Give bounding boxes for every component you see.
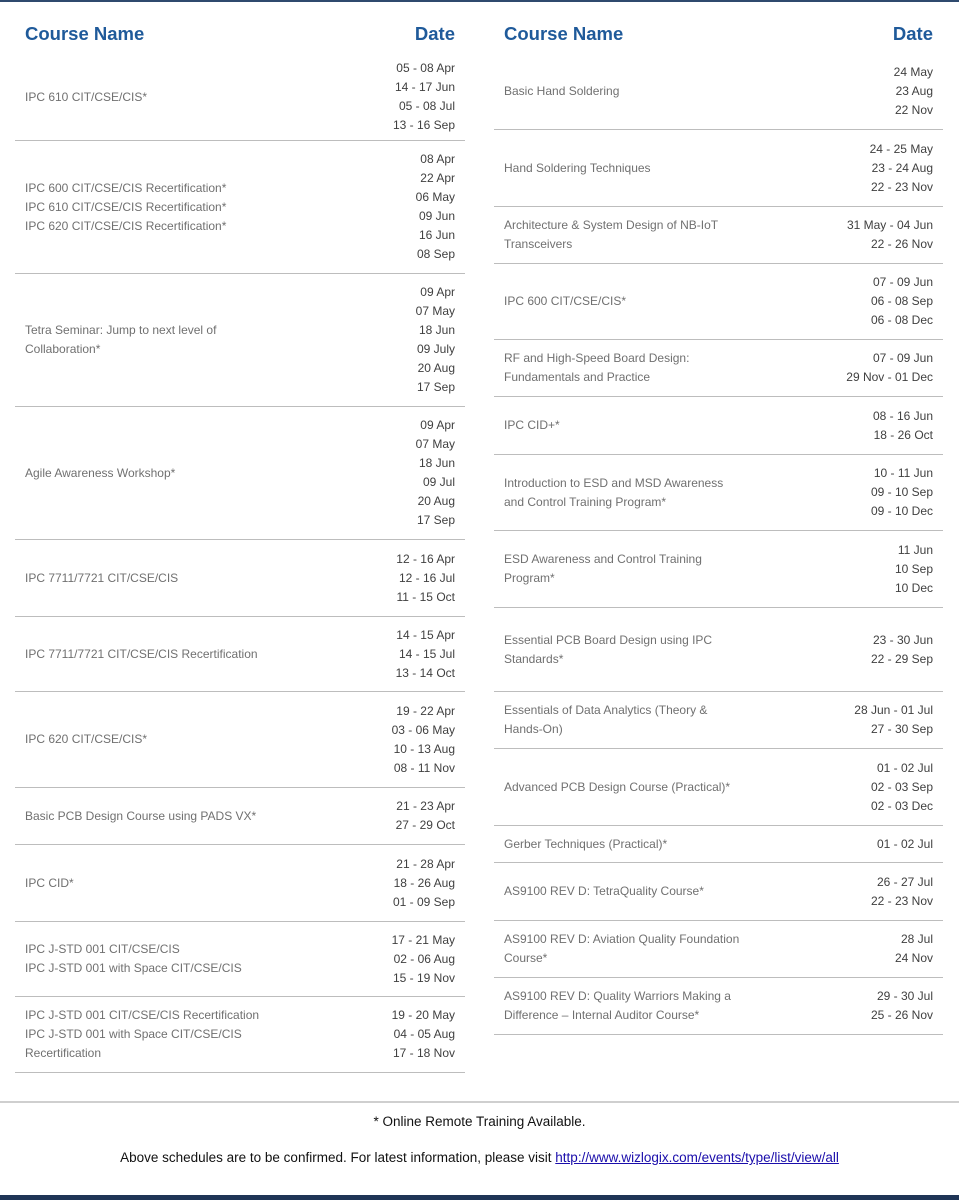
course-name-line: IPC 600 CIT/CSE/CIS Recertification* <box>25 180 227 195</box>
table-row <box>15 407 465 540</box>
course-date: 08 Apr <box>420 152 455 166</box>
course-date: 17 - 21 May <box>391 932 455 947</box>
course-name <box>504 987 731 1025</box>
course-name-line: IPC J-STD 001 CIT/CSE/CIS <box>25 942 180 956</box>
course-dates <box>396 797 455 835</box>
table-row <box>494 531 943 608</box>
course-name-line: IPC CID* <box>25 875 74 890</box>
course-name-line: IPC 610 CIT/CSE/CIS Recertification* <box>25 199 227 214</box>
course-name-line: Hand Soldering Techniques <box>504 160 651 175</box>
course-name <box>504 474 723 512</box>
course-date: 08 Sep <box>416 247 455 261</box>
course-date: 14 - 15 Jul <box>398 646 455 661</box>
course-dates <box>871 631 933 669</box>
course-date: 06 - 08 Dec <box>870 313 933 327</box>
confirmation-text: Above schedules are to be confirmed. For latest information, please visit <box>120 1150 556 1165</box>
course-date: 10 Dec <box>894 580 933 595</box>
course-name-header: Course Name <box>25 23 145 44</box>
course-date: 08 - 16 Jun <box>872 408 933 423</box>
table-header <box>15 14 465 54</box>
course-name-line: Agile Awareness Workshop* <box>25 465 176 480</box>
course-dates <box>393 855 455 912</box>
course-name-line: Course* <box>504 951 548 965</box>
course-dates <box>871 273 933 330</box>
table-row <box>494 978 943 1035</box>
course-dates <box>854 701 933 739</box>
course-name <box>504 631 712 669</box>
course-name-line: IPC J-STD 001 CIT/CSE/CIS Recertification <box>25 1008 260 1022</box>
course-name-line: IPC 600 CIT/CSE/CIS* <box>504 294 627 308</box>
course-date: 29 Nov - 01 Dec <box>846 370 933 384</box>
course-name <box>25 179 226 236</box>
course-name <box>25 874 74 893</box>
course-date: 21 - 28 Apr <box>396 856 455 871</box>
course-date: 10 Sep <box>894 561 933 576</box>
course-dates <box>871 464 933 521</box>
course-date: 28 Jun - 01 Jul <box>854 703 933 717</box>
course-name <box>504 930 739 968</box>
course-date: 22 - 29 Sep <box>870 651 933 666</box>
table-row <box>15 922 465 997</box>
course-name-line: IPC 610 CIT/CSE/CIS* <box>25 89 148 104</box>
right-rows <box>494 54 943 1035</box>
course-date: 12 - 16 Jul <box>398 570 455 585</box>
course-date: 18 - 26 Aug <box>393 875 455 890</box>
course-date: 13 - 14 Oct <box>395 665 455 680</box>
course-date: 22 - 23 Nov <box>870 893 933 908</box>
course-date: 13 - 16 Sep <box>392 118 455 132</box>
course-date: 24 May <box>893 65 933 79</box>
course-name-line: Program* <box>504 571 555 585</box>
course-name-line: IPC J-STD 001 with Space CIT/CSE/CIS <box>25 1027 242 1041</box>
course-date: 20 Aug <box>417 494 455 508</box>
course-dates <box>392 702 455 778</box>
course-date: 09 Apr <box>420 418 455 432</box>
course-date: 12 - 16 Apr <box>396 551 455 566</box>
course-name-line: Introduction to ESD and MSD Awareness <box>504 475 724 490</box>
course-name-line: and Control Training Program* <box>504 494 667 509</box>
course-name-line: IPC 7711/7721 CIT/CSE/CIS Recertification <box>25 646 258 661</box>
course-date: 14 - 15 Apr <box>396 627 455 642</box>
course-date: 09 - 10 Sep <box>870 485 933 499</box>
course-dates <box>871 759 933 816</box>
events-link[interactable]: http://www.wizlogix.com/events/type/list/view/all <box>555 1150 839 1165</box>
course-name <box>504 159 651 178</box>
course-date: 06 May <box>415 190 455 204</box>
course-name-line: IPC J-STD 001 with Space CIT/CSE/CIS <box>25 961 242 975</box>
schedule-table-right <box>494 14 943 1035</box>
course-date: 19 - 20 May <box>391 1008 455 1022</box>
course-date: 05 - 08 Apr <box>396 61 455 75</box>
course-dates <box>846 349 933 387</box>
course-dates <box>870 140 933 197</box>
course-name <box>504 550 702 588</box>
course-date: 01 - 09 Sep <box>392 894 455 909</box>
course-date: 17 - 18 Nov <box>392 1046 455 1060</box>
course-date: 10 - 11 Jun <box>873 466 933 480</box>
schedule-table-left <box>15 14 465 1073</box>
course-dates <box>895 930 933 968</box>
course-name-line: AS9100 REV D: TetraQuality Course* <box>504 884 704 898</box>
course-date: 11 Jun <box>897 542 933 557</box>
table-row <box>494 130 943 207</box>
course-name-line: AS9100 REV D: Aviation Quality Foundation <box>504 932 740 946</box>
course-dates <box>416 416 455 530</box>
course-name-header: Course Name <box>504 23 624 44</box>
course-date: 18 Jun <box>418 323 455 337</box>
course-name-line: Basic Hand Soldering <box>504 84 620 98</box>
table-header <box>494 14 943 54</box>
course-dates <box>416 150 455 264</box>
course-name <box>25 321 216 359</box>
course-dates <box>877 835 933 854</box>
course-name-line: RF and High-Speed Board Design: <box>504 351 690 365</box>
table-row <box>15 54 465 141</box>
course-dates <box>873 407 933 445</box>
table-row <box>494 207 943 264</box>
confirmation-notice <box>0 1150 959 1165</box>
course-name-line: IPC 620 CIT/CSE/CIS Recertification* <box>25 218 227 233</box>
table-row <box>494 54 943 130</box>
course-date: 01 - 02 Jul <box>876 760 933 775</box>
course-date: 27 - 30 Sep <box>870 722 933 736</box>
course-dates <box>871 987 933 1025</box>
course-date: 10 - 13 Aug <box>393 741 455 756</box>
course-date: 07 - 09 Jun <box>872 351 933 365</box>
course-dates <box>392 931 455 988</box>
course-date: 06 - 08 Sep <box>870 294 933 308</box>
table-row <box>494 455 943 531</box>
course-date: 28 Jul <box>900 932 933 946</box>
course-date: 11 - 15 Oct <box>396 589 455 604</box>
course-date: 21 - 23 Apr <box>396 799 455 813</box>
course-date: 08 - 11 Nov <box>393 760 455 775</box>
course-date: 23 - 30 Jun <box>872 632 933 647</box>
course-date: 07 May <box>415 304 455 318</box>
table-row <box>494 264 943 340</box>
course-date: 18 Jun <box>418 456 455 470</box>
course-date: 02 - 03 Sep <box>870 779 933 794</box>
course-date: 26 - 27 Jul <box>876 874 933 889</box>
course-name-line: Gerber Techniques (Practical)* <box>504 836 668 851</box>
course-name <box>25 569 178 588</box>
course-name <box>25 1006 259 1063</box>
table-row <box>15 141 465 274</box>
course-name-line: Advanced PCB Design Course (Practical)* <box>504 779 731 794</box>
course-name-line: Hands-On) <box>504 722 563 736</box>
course-date: 29 - 30 Jul <box>876 989 933 1003</box>
course-name-line: IPC CID+* <box>504 418 560 432</box>
course-date: 31 May - 04 Jun <box>846 218 933 232</box>
course-name-line: Transceivers <box>504 237 573 251</box>
course-name-line: Collaboration* <box>25 342 101 356</box>
table-row <box>494 921 943 978</box>
course-date: 05 - 08 Jul <box>398 99 455 113</box>
table-row <box>494 863 943 921</box>
course-date: 23 Aug <box>895 84 933 98</box>
top-bar <box>0 0 959 2</box>
course-date: 09 July <box>416 342 455 356</box>
course-name-line: AS9100 REV D: Quality Warriors Making a <box>504 989 731 1003</box>
course-name-line: Difference – Internal Auditor Course* <box>504 1008 700 1022</box>
table-row <box>15 845 465 922</box>
course-name <box>504 882 704 901</box>
course-name-line: IPC 7711/7721 CIT/CSE/CIS <box>25 570 179 585</box>
course-name-line: Essentials of Data Analytics (Theory & <box>504 703 708 717</box>
course-date: 04 - 05 Aug <box>393 1027 455 1041</box>
course-name <box>504 835 667 854</box>
course-name <box>25 730 147 749</box>
course-date: 14 - 17 Jun <box>394 80 455 94</box>
bottom-bar <box>0 1195 959 1200</box>
online-training-note: * Online Remote Training Available. <box>373 1114 586 1129</box>
course-date: 20 Aug <box>417 361 455 375</box>
course-date: 02 - 06 Aug <box>393 951 455 966</box>
course-name <box>504 416 560 435</box>
course-name-line: Essential PCB Board Design using IPC <box>504 632 713 647</box>
course-date: 19 - 22 Apr <box>396 703 455 718</box>
course-dates <box>393 59 455 135</box>
date-header: Date <box>414 23 455 44</box>
course-name <box>504 82 619 101</box>
table-row <box>15 997 465 1073</box>
course-date: 22 - 23 Nov <box>870 179 933 194</box>
course-name-line: Basic PCB Design Course using PADS VX* <box>25 808 257 823</box>
course-name-line: Tetra Seminar: Jump to next level of <box>25 323 217 337</box>
table-row <box>15 617 465 692</box>
course-date: 07 May <box>415 437 455 451</box>
course-date: 09 Jun <box>418 209 455 223</box>
course-date: 07 - 09 Jun <box>872 275 933 289</box>
course-date: 17 Sep <box>416 513 455 527</box>
table-row <box>494 608 943 692</box>
course-date: 16 Jun <box>418 228 455 242</box>
course-dates <box>416 283 455 397</box>
course-dates <box>396 626 455 683</box>
course-date: 23 - 24 Aug <box>871 160 933 175</box>
course-name <box>25 940 242 978</box>
course-date: 09 Jul <box>422 475 455 489</box>
course-name <box>504 292 626 311</box>
course-dates <box>895 541 933 598</box>
course-date: 24 - 25 May <box>869 141 933 156</box>
course-date: 09 - 10 Dec <box>870 504 933 518</box>
course-name-line: Fundamentals and Practice <box>504 370 651 384</box>
course-name-line: Architecture & System Design of NB-IoT <box>504 218 719 232</box>
footer-divider <box>0 1101 959 1103</box>
course-date: 18 - 26 Oct <box>873 427 933 442</box>
course-name <box>504 216 718 254</box>
course-date: 15 - 19 Nov <box>392 970 455 985</box>
table-row <box>15 692 465 788</box>
course-dates <box>871 873 933 911</box>
course-date: 22 Nov <box>894 103 933 117</box>
course-name <box>504 701 707 739</box>
course-dates <box>396 550 455 607</box>
table-row <box>494 340 943 397</box>
course-date: 17 Sep <box>416 380 455 394</box>
course-name <box>25 807 256 826</box>
course-dates <box>847 216 933 254</box>
table-row <box>494 826 943 863</box>
course-name <box>25 464 175 483</box>
course-dates <box>894 63 933 120</box>
table-row <box>494 397 943 455</box>
course-name-line: Recertification <box>25 1046 102 1060</box>
left-rows <box>15 54 465 1073</box>
table-row <box>15 274 465 407</box>
course-date: 25 - 26 Nov <box>870 1008 933 1022</box>
course-name-line: ESD Awareness and Control Training <box>504 552 702 566</box>
table-row <box>494 749 943 826</box>
course-name <box>25 645 258 664</box>
course-date: 01 - 02 Jul <box>876 836 933 851</box>
course-date: 02 - 03 Dec <box>870 798 933 813</box>
table-row <box>494 692 943 749</box>
course-dates <box>392 1006 455 1063</box>
course-date: 03 - 06 May <box>391 722 455 737</box>
course-date: 24 Nov <box>894 951 933 965</box>
course-name-line: IPC 620 CIT/CSE/CIS* <box>25 732 148 746</box>
course-name-line: Standards* <box>504 651 564 666</box>
course-date: 22 - 26 Nov <box>870 237 933 251</box>
course-name <box>25 88 147 107</box>
course-name <box>504 349 689 387</box>
table-row <box>15 788 465 845</box>
course-name <box>504 778 730 797</box>
date-header: Date <box>892 23 933 44</box>
course-date: 27 - 29 Oct <box>395 818 455 832</box>
table-row <box>15 540 465 617</box>
course-date: 09 Apr <box>420 285 455 299</box>
course-date: 22 Apr <box>420 171 455 185</box>
